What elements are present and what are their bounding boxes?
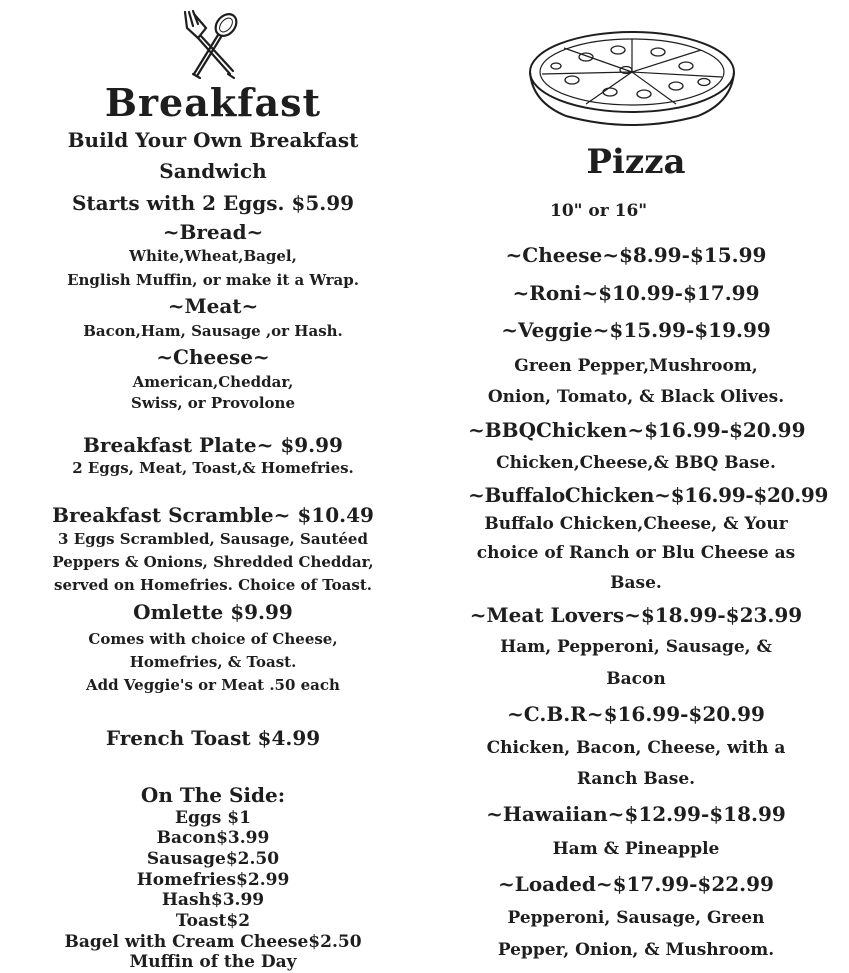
cheese-options-2: Swiss, or Provolone <box>131 394 295 412</box>
pizza-hawaiian-desc: Ham & Pineapple <box>552 839 720 859</box>
pizza-roni: ~Roni~$10.99-$17.99 <box>512 281 760 305</box>
pizza-buffalo-desc-1: Buffalo Chicken,Cheese, & Your <box>484 514 788 534</box>
omlette-desc-3: Add Veggie's or Meat .50 each <box>86 676 340 694</box>
side-item: Muffin of the Day <box>129 952 297 972</box>
side-item: Sausage$2.50 <box>146 849 280 869</box>
pizza-title: Pizza <box>586 142 686 182</box>
sandwich-title-2: Sandwich <box>159 159 267 183</box>
pizza-meat-desc-2: Bacon <box>606 669 666 689</box>
pizza-icon <box>526 22 738 132</box>
bread-options-2: English Muffin, or make it a Wrap. <box>67 271 359 289</box>
pizza-loaded-desc-1: Pepperoni, Sausage, Green <box>507 908 765 928</box>
pizza-buffalo-desc-3: Base. <box>610 573 662 593</box>
pizza-sizes: 10" or 16" <box>550 201 648 221</box>
side-item: Bagel with Cream Cheese$2.50 <box>64 932 362 952</box>
pizza-veggie: ~Veggie~$15.99-$19.99 <box>501 318 771 342</box>
fork-spoon-icon <box>176 8 248 82</box>
bread-options-1: White,Wheat,Bagel, <box>129 247 297 265</box>
pizza-cheese: ~Cheese~$8.99-$15.99 <box>505 243 767 267</box>
pizza-cbr: ~C.B.R~$16.99-$20.99 <box>507 702 765 726</box>
pizza-buffalo: ~BuffaloChicken~$16.99-$20.99 <box>468 483 829 507</box>
omlette-title: Omlette $9.99 <box>133 600 293 624</box>
bread-heading: ~Bread~ <box>162 220 264 244</box>
pizza-bbq: ~BBQChicken~$16.99-$20.99 <box>468 418 806 442</box>
pizza-veggie-desc-2: Onion, Tomato, & Black Olives. <box>487 387 785 407</box>
pizza-meat-desc-1: Ham, Pepperoni, Sausage, & <box>500 637 772 657</box>
pizza-bbq-desc: Chicken,Cheese,& BBQ Base. <box>496 453 776 473</box>
cheese-options-1: American,Cheddar, <box>132 373 294 391</box>
scramble-desc-2: Peppers & Onions, Shredded Cheddar, <box>52 553 374 571</box>
pizza-hawaiian: ~Hawaiian~$12.99-$18.99 <box>486 802 786 826</box>
scramble-desc-3: served on Homefries. Choice of Toast. <box>54 576 372 594</box>
scramble-title: Breakfast Scramble~ $10.49 <box>52 503 374 527</box>
omlette-desc-1: Comes with choice of Cheese, <box>88 630 338 648</box>
pizza-loaded: ~Loaded~$17.99-$22.99 <box>498 872 774 896</box>
side-item: Homefries$2.99 <box>136 870 290 890</box>
pizza-cbr-desc-1: Chicken, Bacon, Cheese, with a <box>486 738 786 758</box>
pizza-meat-lovers: ~Meat Lovers~$18.99-$23.99 <box>469 603 803 627</box>
scramble-desc-1: 3 Eggs Scrambled, Sausage, Sautéed <box>58 530 368 548</box>
meat-options: Bacon,Ham, Sausage ,or Hash. <box>83 322 343 340</box>
french-toast: French Toast $4.99 <box>105 726 321 750</box>
pizza-loaded-desc-2: Pepper, Onion, & Mushroom. <box>497 940 775 960</box>
pizza-buffalo-desc-2: choice of Ranch or Blu Cheese as <box>476 543 796 563</box>
sandwich-price: Starts with 2 Eggs. $5.99 <box>71 191 355 215</box>
breakfast-plate-title: Breakfast Plate~ $9.99 <box>83 433 343 457</box>
breakfast-plate-desc: 2 Eggs, Meat, Toast,& Homefries. <box>72 459 354 477</box>
pizza-cbr-desc-2: Ranch Base. <box>576 769 696 789</box>
side-item: Bacon$3.99 <box>156 828 270 848</box>
breakfast-title: Breakfast <box>104 80 322 125</box>
pizza-veggie-desc-1: Green Pepper,Mushroom, <box>514 356 758 376</box>
cheese-heading: ~Cheese~ <box>156 345 270 369</box>
side-item: Eggs $1 <box>175 808 251 828</box>
omlette-desc-2: Homefries, & Toast. <box>129 653 297 671</box>
sides-title: On The Side: <box>140 783 286 807</box>
side-item: Hash$3.99 <box>161 890 265 910</box>
meat-heading: ~Meat~ <box>167 294 259 318</box>
sandwich-title-1: Build Your Own Breakfast <box>67 128 359 152</box>
side-item: Toast$2 <box>175 911 251 931</box>
